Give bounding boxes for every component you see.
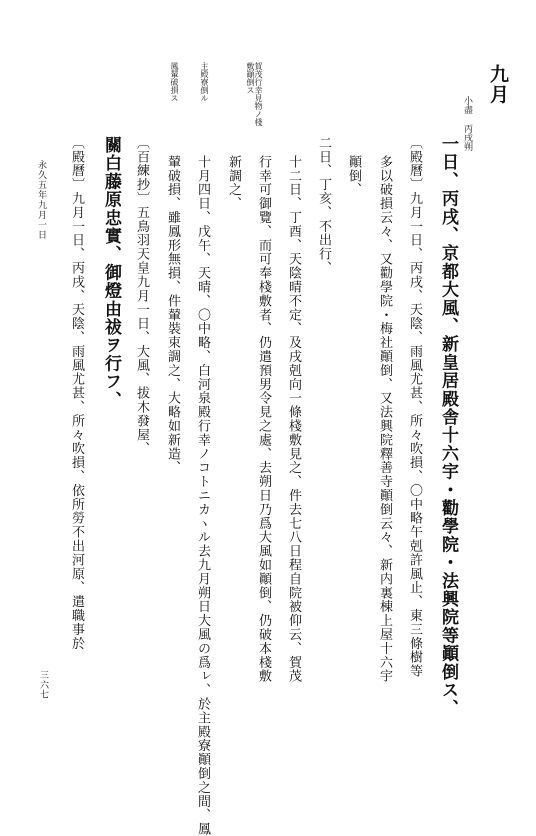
margin-annotation-2: 主殿寮倒ル (200, 62, 209, 102)
text-col-5: 二日、丁亥、不出行、 (316, 136, 331, 275)
text-col-8: 新調之、 (226, 155, 241, 211)
text-col-13: 〔殿曆〕九月一日、丙戌、天陰、雨風尤甚、所々吹損、依所勞不出河原、遣職事於 (69, 136, 84, 651)
text-col-11: 〔百練抄〕五鳥羽天皇九月一日、大風、拔木發屋、 (134, 136, 149, 456)
month-heading: 九月 (487, 64, 509, 105)
text-col-6: 十二日、丁酉、天陰晴不定、及戌剋向一條棧敷見之、件去七八日程自院被仰云、賀茂 (286, 155, 301, 684)
text-col-10: 輦破損、雖鳳形無損、件輦裝束調之、大略如新造、 (165, 155, 180, 475)
entry-title-col-1: 一日、丙戌、京都大風、新皇居殿舎十六宇・勸學院・法興院等顚倒ス、 (438, 135, 458, 718)
text-col-7: 行幸可御覽、而可奉棧敷者、仍遣預男令見之處、去朔日乃爲大風如顚倒、仍破本棧敷 (256, 155, 271, 684)
month-note: 小盡 丙戌朔 (462, 96, 472, 151)
text-col-2: 〔殿曆〕九月一日、丙戌、天陰、雨風尤甚、所々吹損、〇中略午剋許風止、東三條樹等 (407, 136, 422, 679)
text-col-3: 多以破損云々、又勸學院・梅社顚倒、又法興院釋善寺顚倒云々、新内裏棟上屋十六宇 (377, 155, 392, 684)
running-head: 永久五年九月一日 (36, 160, 46, 240)
text-col-4: 顚倒、 (346, 155, 361, 197)
text-col-9: 十月四日、戊午、天晴、〇中略、白河泉殿行幸ノコトニカヽル去九月朔日大風の爲ㇾ、於主殿寮顚倒之間、鳳 (195, 155, 210, 836)
page-number: 三六七 (38, 670, 48, 700)
margin-annotation-1: 賀茂行幸見物ノ棧敷顚倒ス (246, 62, 263, 126)
margin-annotation-3: 鳳輦破損ス (170, 62, 179, 102)
entry-title-col-12: 關白藤原忠實、御燈由祓ヲ行フ、 (101, 136, 121, 409)
